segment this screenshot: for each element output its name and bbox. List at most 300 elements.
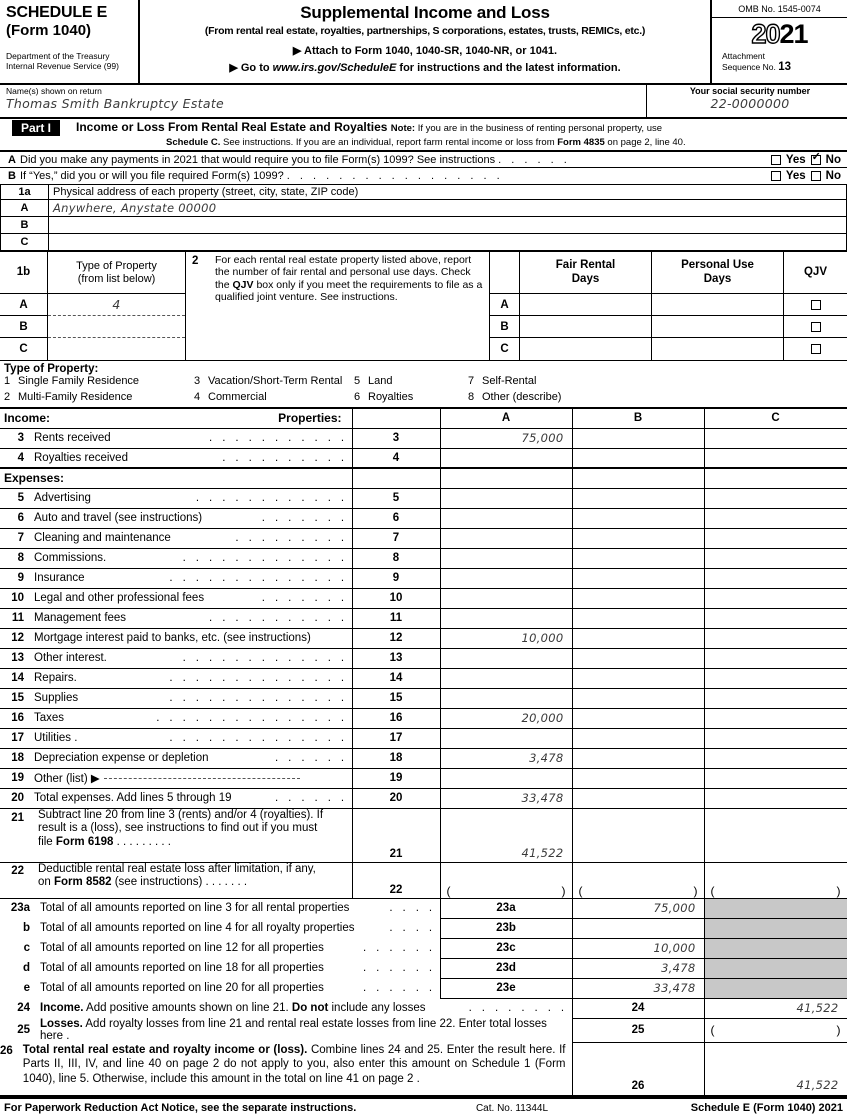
type-of-property-a-input[interactable]: 4 — [48, 294, 185, 316]
line-23d-desc — [0, 958, 440, 978]
line-5-amount-b[interactable] — [572, 488, 704, 508]
line-22-number: 22 — [11, 864, 24, 877]
question-a-yes-checkbox[interactable] — [771, 155, 781, 165]
type-num-3: 3 — [194, 375, 201, 387]
expenses-spacer-c — [704, 468, 847, 488]
line-20-amount-c[interactable] — [704, 788, 847, 808]
line-21-text — [34, 809, 323, 862]
type-header-line1: Type of Property — [76, 259, 157, 272]
list-item — [354, 391, 468, 407]
line-14-amount-a[interactable] — [440, 668, 572, 688]
omb-number: OMB No. 1545-0074 — [712, 0, 847, 18]
line-8-amount-c[interactable] — [704, 548, 847, 568]
income-expense-grid — [0, 407, 847, 1097]
line-16-label: Taxes — [34, 712, 65, 724]
list-item — [354, 375, 468, 391]
line-21-text-3 — [38, 836, 323, 850]
leader-dots: . . . . . . . . . . . . . — [182, 652, 348, 664]
qjv-a-checkbox[interactable] — [811, 300, 821, 310]
list-item — [468, 375, 668, 391]
paren-open: ( — [446, 883, 451, 898]
line-24-amount[interactable]: 41,522 — [704, 998, 847, 1018]
sequence-number: 13 — [778, 61, 792, 74]
name-input[interactable]: Thomas Smith Bankruptcy Estate — [6, 96, 225, 111]
line-10-box-number: 10 — [352, 588, 440, 608]
line-22-box-number: 22 — [352, 862, 440, 898]
line-22-amount-c[interactable] — [704, 862, 847, 898]
question-a-yes-label: Yes — [785, 153, 806, 166]
line-9-amount-a[interactable] — [440, 568, 572, 588]
table-row — [0, 688, 847, 708]
attachment-sequence — [712, 51, 847, 75]
line-23b-number: b — [22, 922, 30, 934]
line-9-box-number: 9 — [352, 568, 440, 588]
line-5-amount-a[interactable] — [440, 488, 572, 508]
tax-year-short: 21 — [779, 19, 808, 49]
fair-rental-days-b-input[interactable] — [520, 316, 651, 338]
line-21-box-number: 21 — [352, 808, 440, 862]
line-6-desc — [0, 508, 352, 528]
line-2-instruction-cell — [186, 252, 490, 360]
personal-use-days-a-input[interactable] — [652, 294, 783, 316]
type-of-property-heading: Type of Property: — [4, 363, 99, 375]
question-b-yes-label: Yes — [785, 170, 806, 182]
line-11-desc — [0, 608, 352, 628]
line-4-label: Royalties received — [34, 451, 128, 464]
line-15-amount-a[interactable] — [440, 688, 572, 708]
line-6-amount-a[interactable] — [440, 508, 572, 528]
line-10-amount-b[interactable] — [572, 588, 704, 608]
line-24-label — [40, 1002, 465, 1014]
line-25-amount[interactable] — [704, 1018, 847, 1042]
goto-url[interactable]: www.irs.gov/ScheduleE — [272, 62, 397, 74]
line-10-amount-a[interactable] — [440, 588, 572, 608]
line-18-amount-c[interactable] — [704, 748, 847, 768]
property-b-address-input[interactable] — [49, 217, 847, 234]
form-6198-ref: Form 6198 — [55, 836, 114, 849]
property-a-address-input[interactable]: Anywhere, Anystate 00000 — [49, 200, 847, 217]
line-4-amount-a[interactable] — [440, 448, 572, 468]
line-25-text-1: Add royalty losses from line 21 and rental real estate losses from line 22. Enter total losses here . — [40, 1018, 547, 1042]
paperwork-notice: For Paperwork Reduction Act Notice, see the separate instructions. — [4, 1102, 357, 1114]
shaded-area — [704, 958, 847, 978]
table-row — [1, 200, 847, 217]
list-item — [4, 391, 194, 407]
qjv-a-cell — [784, 294, 847, 316]
line-19-other-input[interactable] — [104, 778, 300, 779]
qjv-header: QJV — [784, 252, 847, 294]
part1-header — [0, 119, 847, 148]
table-row — [0, 568, 847, 588]
line-23e-number: e — [23, 982, 30, 994]
property-c-letter: C — [1, 234, 49, 251]
type-of-property-column — [48, 252, 186, 360]
line-21-amount-b[interactable] — [572, 808, 704, 862]
line-6-number: 6 — [17, 512, 24, 524]
expenses-spacer-a — [440, 468, 572, 488]
list-item — [4, 375, 194, 391]
line-23b-box-number: 23b — [440, 918, 572, 938]
table-row — [0, 428, 847, 448]
days-letter-b: B — [490, 316, 519, 338]
fair-rental-days-c-input[interactable] — [520, 338, 651, 360]
line-4-box-number: 4 — [352, 448, 440, 468]
name-field-wrapper[interactable] — [0, 85, 647, 117]
shaded-area — [704, 918, 847, 938]
table-row — [1, 234, 847, 251]
shaded-area — [704, 978, 847, 998]
line-13-amount-a[interactable] — [440, 648, 572, 668]
question-a-no-checkbox[interactable] — [811, 155, 821, 165]
line-15-amount-c[interactable] — [704, 688, 847, 708]
type-header-line2: (from list below) — [77, 272, 156, 285]
line-26-text — [23, 1042, 568, 1095]
paren-open: ( — [578, 883, 583, 898]
line-17-amount-a[interactable] — [440, 728, 572, 748]
line-12-amount-c[interactable] — [704, 628, 847, 648]
line-4-desc — [0, 448, 352, 468]
line-7-amount-a[interactable] — [440, 528, 572, 548]
line-23b-amount[interactable] — [572, 918, 704, 938]
line-8-amount-a[interactable] — [440, 548, 572, 568]
leader-dots: . . . . . . . . . . . . . . . — [156, 712, 348, 724]
question-b-text — [20, 170, 715, 182]
line-21-text-1: Subtract line 20 from line 3 (rents) and/or 4 (royalties). If — [38, 808, 324, 821]
line-17-amount-b[interactable] — [572, 728, 704, 748]
type-label-5: Land — [368, 375, 393, 387]
line-20-box-number: 20 — [352, 788, 440, 808]
type-of-property-b-input[interactable] — [48, 316, 185, 338]
part1-title-text: Income or Loss From Rental Real Estate and Royalties — [76, 120, 388, 134]
line-1b-block — [0, 251, 847, 361]
line-23d-amount[interactable]: 3,478 — [572, 958, 704, 978]
line-17-number: 17 — [11, 732, 24, 744]
line-25-label — [40, 1018, 568, 1042]
question-b-yes-checkbox[interactable] — [771, 171, 781, 181]
line-25-bold-1: Losses. — [40, 1018, 83, 1030]
type-of-property-grid — [0, 375, 847, 407]
form-header — [0, 0, 847, 85]
line-25-number: 25 — [17, 1024, 30, 1036]
list-item — [194, 375, 354, 391]
line-26-text-1: Combine lines 24 and 25. Enter the result here. If Parts II, III, IV, and line 40 on page 2 do not apply to you, also enter this amount on Schedule 1 (Form 1040), line 5. Otherwise, include this amount in the total on line 41 on page 2 . — [22, 1044, 566, 1085]
qjv-b-checkbox[interactable] — [811, 322, 821, 332]
line-8-amount-b[interactable] — [572, 548, 704, 568]
type-column-2 — [194, 375, 354, 407]
line-23e-amount[interactable]: 33,478 — [572, 978, 704, 998]
line-14-number: 14 — [11, 672, 24, 684]
form-footer-id: Schedule E (Form 1040) 2021 — [690, 1102, 843, 1114]
line-12-amount-a[interactable]: 10,000 — [440, 628, 572, 648]
personal-use-days-c-input[interactable] — [652, 338, 783, 360]
line-21-desc — [0, 808, 352, 862]
qjv-column — [784, 252, 847, 360]
line-15-desc — [0, 688, 352, 708]
taxpayer-row — [0, 85, 847, 119]
line-6-label: Auto and travel (see instructions) — [34, 512, 203, 524]
leader-dots: . . . . . . . . . . . . . . — [169, 732, 348, 744]
line-10-desc — [0, 588, 352, 608]
leader-dots: . . . . . . — [274, 752, 348, 764]
form-title: Supplemental Income and Loss — [300, 3, 550, 22]
ssn-field-wrapper[interactable] — [647, 85, 847, 117]
line-13-amount-c[interactable] — [704, 648, 847, 668]
line-23c-amount[interactable]: 10,000 — [572, 938, 704, 958]
expenses-heading: Expenses: — [4, 471, 65, 486]
part1-note-label: Note: — [390, 123, 416, 134]
tax-year — [712, 21, 847, 48]
line-9-label: Insurance — [34, 572, 85, 584]
line-17-amount-c[interactable] — [704, 728, 847, 748]
line-17-desc — [0, 728, 352, 748]
line-23c-box-number: 23c — [440, 938, 572, 958]
question-a-text — [20, 154, 715, 166]
leader-dots: . . . . . . . . . . . — [209, 612, 348, 624]
column-header-b: B — [572, 408, 704, 428]
line-3-amount-b[interactable] — [572, 428, 704, 448]
line-9-amount-c[interactable] — [704, 568, 847, 588]
line-2-text-b: box only if you meet the requirements to file as a qualified joint venture. See instructions. — [215, 278, 483, 304]
header-left-block — [0, 0, 140, 83]
line-20-amount-a[interactable]: 33,478 — [440, 788, 572, 808]
line-24-text-1: Add positive amounts shown on line 21. — [83, 1002, 292, 1015]
table-row — [0, 938, 847, 958]
question-b-answers — [715, 170, 847, 182]
line-18-amount-b[interactable] — [572, 748, 704, 768]
line-7-amount-c[interactable] — [704, 528, 847, 548]
line-19-desc — [0, 768, 352, 788]
line-5-box-number: 5 — [352, 488, 440, 508]
type-column-3 — [354, 375, 468, 407]
line-23e-label: Total of all amounts reported on line 20 for all properties — [40, 982, 324, 994]
leader-dots: . . . . . . . . . . . — [209, 432, 348, 444]
part1-note-text: If you are in the business of renting personal property, use — [415, 123, 663, 134]
line-13-amount-b[interactable] — [572, 648, 704, 668]
line-5-label: Advertising — [34, 492, 91, 504]
personal-use-days-b-input[interactable] — [652, 316, 783, 338]
form-footer — [0, 1097, 847, 1117]
question-a-label: Did you make any payments in 2021 that would require you to file Form(s) 1099? See instructions — [20, 153, 496, 166]
line-2-text-a: For each rental real estate property listed above, report the number of fair rental and personal use days. Check the — [215, 254, 472, 291]
line-1b-letter-column — [0, 252, 48, 360]
line-23a-number: 23a — [10, 902, 30, 915]
line-1a-number: 1a — [1, 185, 49, 200]
line-19-amount-a[interactable] — [440, 768, 572, 788]
line-23d-box-number: 23d — [440, 958, 572, 978]
leader-dots: . . . . . . . . . . . . . . . . . — [286, 170, 504, 182]
line-26-amount[interactable]: 41,522 — [704, 1042, 847, 1096]
paren-close: ) — [693, 883, 698, 898]
property-c-address-input[interactable] — [49, 234, 847, 251]
leader-dots: . . . . . . . . . . . . . . — [169, 692, 348, 704]
goto-prefix: ▶ Go to — [229, 62, 273, 74]
type-label-3: Vacation/Short-Term Rental — [208, 375, 343, 387]
line-25-desc — [0, 1018, 572, 1042]
line-2-qjv-bold: QJV — [232, 278, 254, 291]
line-6-amount-c[interactable] — [704, 508, 847, 528]
expenses-spacer-b — [572, 468, 704, 488]
line-16-amount-c[interactable] — [704, 708, 847, 728]
line-12-number: 12 — [11, 632, 24, 644]
question-b-label: If “Yes,” did you or will you file required Form(s) 1099? — [20, 170, 284, 182]
form-8582-ref: Form 8582 — [54, 876, 112, 889]
expenses-heading-cell — [0, 468, 352, 488]
leader-dots: . . . . . . — [274, 792, 348, 804]
properties-label: Properties: — [278, 411, 342, 426]
line-11-amount-a[interactable] — [440, 608, 572, 628]
form-4835-ref: Form 4835 — [557, 137, 605, 148]
line-23e-desc — [0, 978, 440, 998]
line-11-amount-b[interactable] — [572, 608, 704, 628]
part1-note-line2-text: See instructions. If you are an individual, report farm rental income or loss from — [220, 137, 558, 148]
type-label-8: Other (describe) — [482, 391, 562, 403]
line-23d-number: d — [22, 962, 30, 974]
line-14-amount-b[interactable] — [572, 668, 704, 688]
days-letter-header — [490, 252, 519, 294]
line-18-number: 18 — [11, 752, 24, 764]
line-8-box-number: 8 — [352, 548, 440, 568]
line-17-box-number: 17 — [352, 728, 440, 748]
line-5-amount-c[interactable] — [704, 488, 847, 508]
expenses-header-row — [0, 468, 847, 488]
line-3-amount-a[interactable]: 75,000 — [440, 428, 572, 448]
line-12-amount-b[interactable] — [572, 628, 704, 648]
personal-use-days-column — [652, 252, 784, 360]
table-row — [0, 728, 847, 748]
line-24-text-2: include any losses — [328, 1002, 426, 1015]
line-26-box-number: 26 — [572, 1042, 704, 1096]
line-19-amount-b[interactable] — [572, 768, 704, 788]
line-8-label: Commissions. — [34, 552, 107, 564]
leader-dots: . . . . . . — [362, 962, 436, 974]
line-6-amount-b[interactable] — [572, 508, 704, 528]
line-4-amount-c[interactable] — [704, 448, 847, 468]
type-column-4 — [468, 375, 668, 407]
goto-instruction — [140, 61, 710, 74]
line-3-label: Rents received — [34, 432, 111, 444]
line-9-amount-b[interactable] — [572, 568, 704, 588]
line-3-amount-c[interactable] — [704, 428, 847, 448]
line-13-box-number: 13 — [352, 648, 440, 668]
fair-rental-days-a-input[interactable] — [520, 294, 651, 316]
question-a-row — [0, 150, 847, 167]
line-15-label: Supplies — [34, 692, 79, 704]
line-18-amount-a[interactable]: 3,478 — [440, 748, 572, 768]
table-row — [0, 588, 847, 608]
line-15-amount-b[interactable] — [572, 688, 704, 708]
property-b-letter: B — [1, 217, 49, 234]
part1-note-line2 — [166, 137, 847, 148]
line-19-label: Other (list) ▶ — [34, 773, 100, 785]
line-18-desc — [0, 748, 352, 768]
line-16-amount-b[interactable] — [572, 708, 704, 728]
qjv-c-checkbox[interactable] — [811, 344, 821, 354]
table-row — [0, 898, 847, 918]
table-row — [0, 508, 847, 528]
line-18-box-number: 18 — [352, 748, 440, 768]
table-row — [0, 548, 847, 568]
type-num-1: 1 — [4, 375, 11, 387]
line-22-amount-b[interactable] — [572, 862, 704, 898]
paren-close: ) — [561, 883, 566, 898]
qjv-b-cell — [784, 316, 847, 338]
line-7-label: Cleaning and maintenance — [34, 532, 171, 544]
line-16-number: 16 — [11, 712, 24, 724]
line-23a-amount[interactable]: 75,000 — [572, 898, 704, 918]
table-row — [0, 668, 847, 688]
leader-dots: . . . . . . . — [261, 512, 348, 524]
line-21-amount-c[interactable] — [704, 808, 847, 862]
line-20-desc — [0, 788, 352, 808]
line-16-desc — [0, 708, 352, 728]
line-23d-label: Total of all amounts reported on line 18 for all properties — [40, 962, 324, 974]
table-row — [0, 748, 847, 768]
line-22-amount-a[interactable] — [440, 862, 572, 898]
line-24-number: 24 — [17, 1002, 30, 1015]
question-b-no-label: No — [825, 170, 841, 182]
department-line-1: Department of the Treasury — [6, 51, 110, 62]
line-20-amount-b[interactable] — [572, 788, 704, 808]
line-23e-box-number: 23e — [440, 978, 572, 998]
income-header-row — [0, 408, 847, 428]
line-7-amount-b[interactable] — [572, 528, 704, 548]
paren-close: ) — [836, 883, 841, 898]
line-16-amount-a[interactable]: 20,000 — [440, 708, 572, 728]
property-a-letter: A — [1, 200, 49, 217]
question-b-letter: B — [8, 170, 16, 182]
part1-title — [76, 120, 662, 136]
type-num-6: 6 — [354, 391, 361, 403]
column-header-a: A — [440, 408, 572, 428]
table-row — [0, 648, 847, 668]
ssn-input[interactable]: 22-0000000 — [710, 96, 790, 111]
leader-dots: . . . . . . . — [202, 876, 248, 889]
line-22-text — [34, 863, 316, 898]
line-6-box-number: 6 — [352, 508, 440, 528]
type-of-property-c-input[interactable] — [48, 338, 185, 360]
leader-dots: . . . . . . . — [261, 592, 348, 604]
line-23c-desc — [0, 938, 440, 958]
line-21-text-2: result is a (loss), see instructions to find out if you must — [38, 822, 318, 835]
line-19-box-number: 19 — [352, 768, 440, 788]
type-num-4: 4 — [194, 391, 201, 403]
line-10-amount-c[interactable] — [704, 588, 847, 608]
type-num-8: 8 — [468, 391, 475, 403]
table-row — [0, 862, 847, 898]
line-4-amount-b[interactable] — [572, 448, 704, 468]
paren-open: ( — [710, 883, 715, 898]
line-18-label: Depreciation expense or depletion — [34, 752, 209, 764]
fair-rental-days-header — [520, 252, 651, 294]
line-14-box-number: 14 — [352, 668, 440, 688]
leader-dots: . . . . — [389, 902, 436, 915]
line-14-amount-c[interactable] — [704, 668, 847, 688]
line-7-desc — [0, 528, 352, 548]
line-11-amount-c[interactable] — [704, 608, 847, 628]
paren-close: ) — [836, 1023, 841, 1037]
line-22-text-1: Deductible rental real estate loss after limitation, if any, — [38, 862, 316, 875]
line-21-amount-a[interactable]: 41,522 — [440, 808, 572, 862]
part1-badge: Part I — [12, 120, 60, 136]
income-heading: Income: — [4, 411, 51, 426]
leader-dots: . . . . . . . . . . . . . . — [169, 572, 348, 584]
leader-dots: . . . . . . — [362, 942, 436, 954]
income-heading-cell — [0, 408, 352, 428]
line-1a-table — [0, 184, 847, 251]
question-b-no-checkbox[interactable] — [811, 171, 821, 181]
column-header-c: C — [704, 408, 847, 428]
line-19-amount-c[interactable] — [704, 768, 847, 788]
